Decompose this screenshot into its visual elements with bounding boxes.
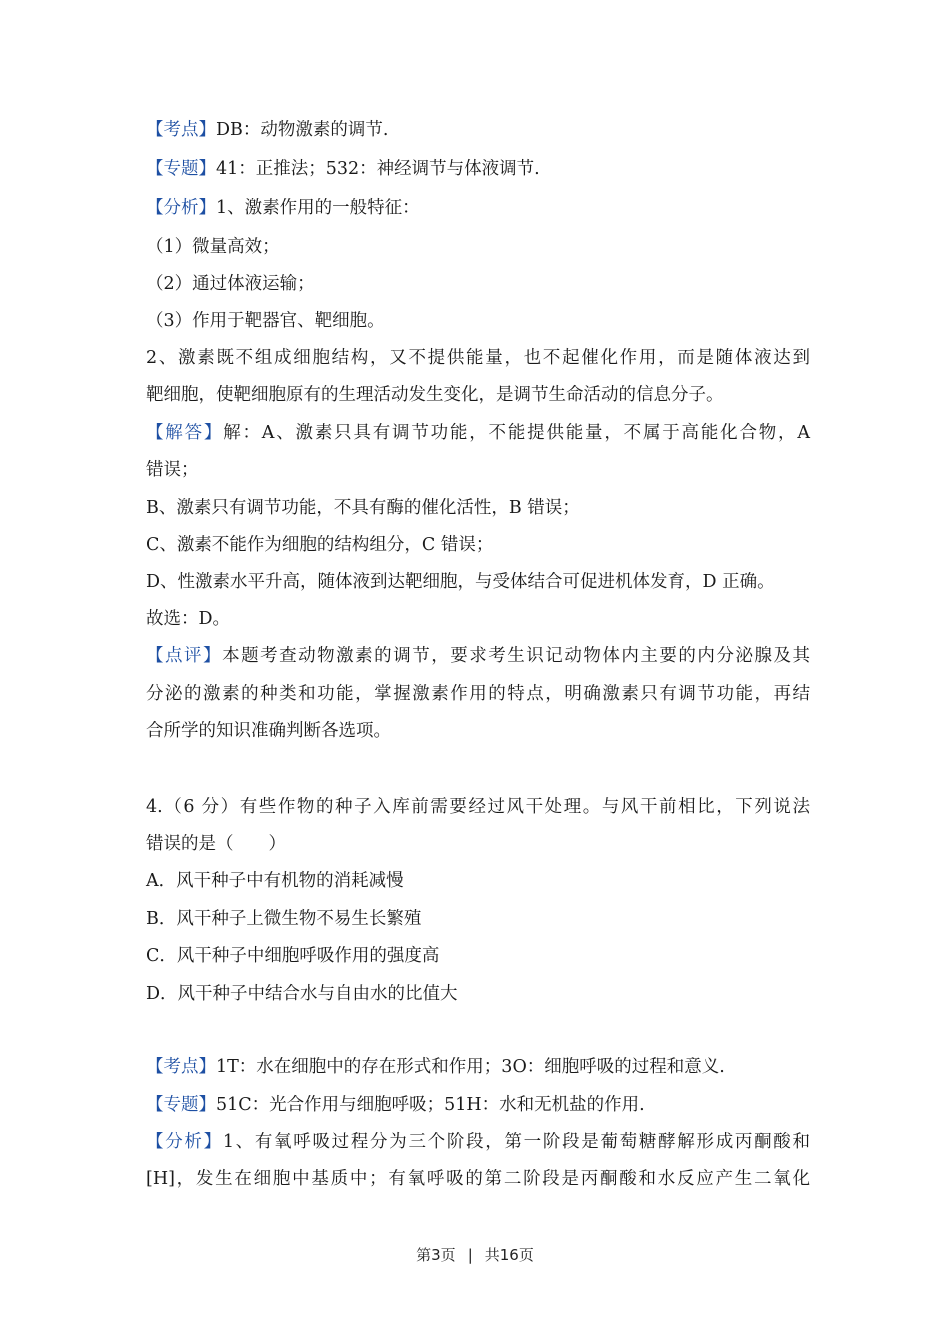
option-c: C．风干种子中细胞呼吸作用的强度高 <box>146 946 440 966</box>
page-number: 第3页 <box>416 1246 456 1264</box>
question-stem-line-1: 4.（6 分）有些作物的种子入库前需要经过风干处理。与风干前相比，下列说法 <box>146 797 810 817</box>
analysis-item-4-line-2: 靶细胞，使靶细胞原有的生理活动发生变化，是调节生命活动的信息分子。 <box>146 385 724 405</box>
zhuanti-text: 41：正推法；532：神经调节与体液调节. <box>216 159 540 179</box>
zhuanti-tag: 【专题】 <box>146 1095 216 1115</box>
kaodian-line-1 <box>146 116 810 144</box>
zhuanti-tag: 【专题】 <box>146 159 216 179</box>
analysis-item-3: （3）作用于靶器官、靶细胞。 <box>146 311 385 331</box>
kaodian-text: 1T：水在细胞中的存在形式和作用；3O：细胞呼吸的过程和意义. <box>216 1057 725 1077</box>
dianping-line-2: 分泌的激素的种类和功能，掌握激素作用的特点，明确激素只有调节功能，再结 <box>146 684 810 704</box>
dianping-tag: 【点评】 <box>146 646 223 666</box>
jieda-line-2: 错误； <box>146 460 199 480</box>
jieda-line-1 <box>146 419 810 447</box>
page-total: 共16页 <box>484 1246 534 1264</box>
option-b: B．风干种子上微生物不易生长繁殖 <box>146 909 422 929</box>
zhuanti-text: 51C：光合作用与细胞呼吸；51H：水和无机盐的作用. <box>216 1095 645 1115</box>
jieda-line-5: D、性激素水平升高，随体液到达靶细胞，与受体结合可促进机体发育，D 正确。 <box>146 572 775 592</box>
kaodian-tag: 【考点】 <box>146 120 216 140</box>
question-stem-line-2: 错误的是（ ） <box>146 834 286 854</box>
kaodian-tag: 【考点】 <box>146 1057 216 1077</box>
fenxi-text: 1、有氧呼吸过程分为三个阶段，第一阶段是葡萄糖酵解形成丙酮酸和 <box>222 1132 810 1152</box>
zhuanti-line-1 <box>146 155 810 183</box>
jieda-text: 解：A、激素只具有调节功能，不能提供能量，不属于高能化合物，A <box>223 423 810 443</box>
kaodian-text: DB：动物激素的调节. <box>216 120 389 140</box>
dianping-line-1 <box>146 642 810 670</box>
analysis-item-2: （2）通过体液运输； <box>146 274 315 294</box>
dianping-line-3: 合所学的知识准确判断各选项。 <box>146 721 391 741</box>
fenxi-line-3: [H]，发生在细胞中基质中；有氧呼吸的第二阶段是丙酮酸和水反应产生二氧化 <box>146 1169 810 1189</box>
jieda-line-4: C、激素不能作为细胞的结构组分，C 错误； <box>146 535 494 555</box>
footer-separator: | <box>467 1246 473 1264</box>
fenxi-text: 1、激素作用的一般特征： <box>216 198 420 218</box>
option-a: A．风干种子中有机物的消耗减慢 <box>146 871 404 891</box>
option-d: D．风干种子中结合水与自由水的比值大 <box>146 984 458 1004</box>
fenxi-line-2 <box>146 1128 810 1156</box>
analysis-item-4-line-1: 2、激素既不组成细胞结构，又不提供能量，也不起催化作用，而是随体液达到 <box>146 348 810 368</box>
jieda-line-3: B、激素只有调节功能，不具有酶的催化活性，B 错误； <box>146 498 580 518</box>
fenxi-line-1 <box>146 194 810 222</box>
fenxi-tag: 【分析】 <box>146 1132 223 1152</box>
answer-choice: 故选：D。 <box>146 609 231 629</box>
dianping-text: 本题考查动物激素的调节，要求考生识记动物体内主要的内分泌腺及其 <box>222 646 811 666</box>
jieda-tag: 【解答】 <box>146 423 224 443</box>
fenxi-tag: 【分析】 <box>146 198 216 218</box>
page-footer <box>0 1244 950 1265</box>
zhuanti-line-2 <box>146 1091 810 1119</box>
kaodian-line-2 <box>146 1053 810 1081</box>
analysis-item-1: （1）微量高效； <box>146 237 280 257</box>
